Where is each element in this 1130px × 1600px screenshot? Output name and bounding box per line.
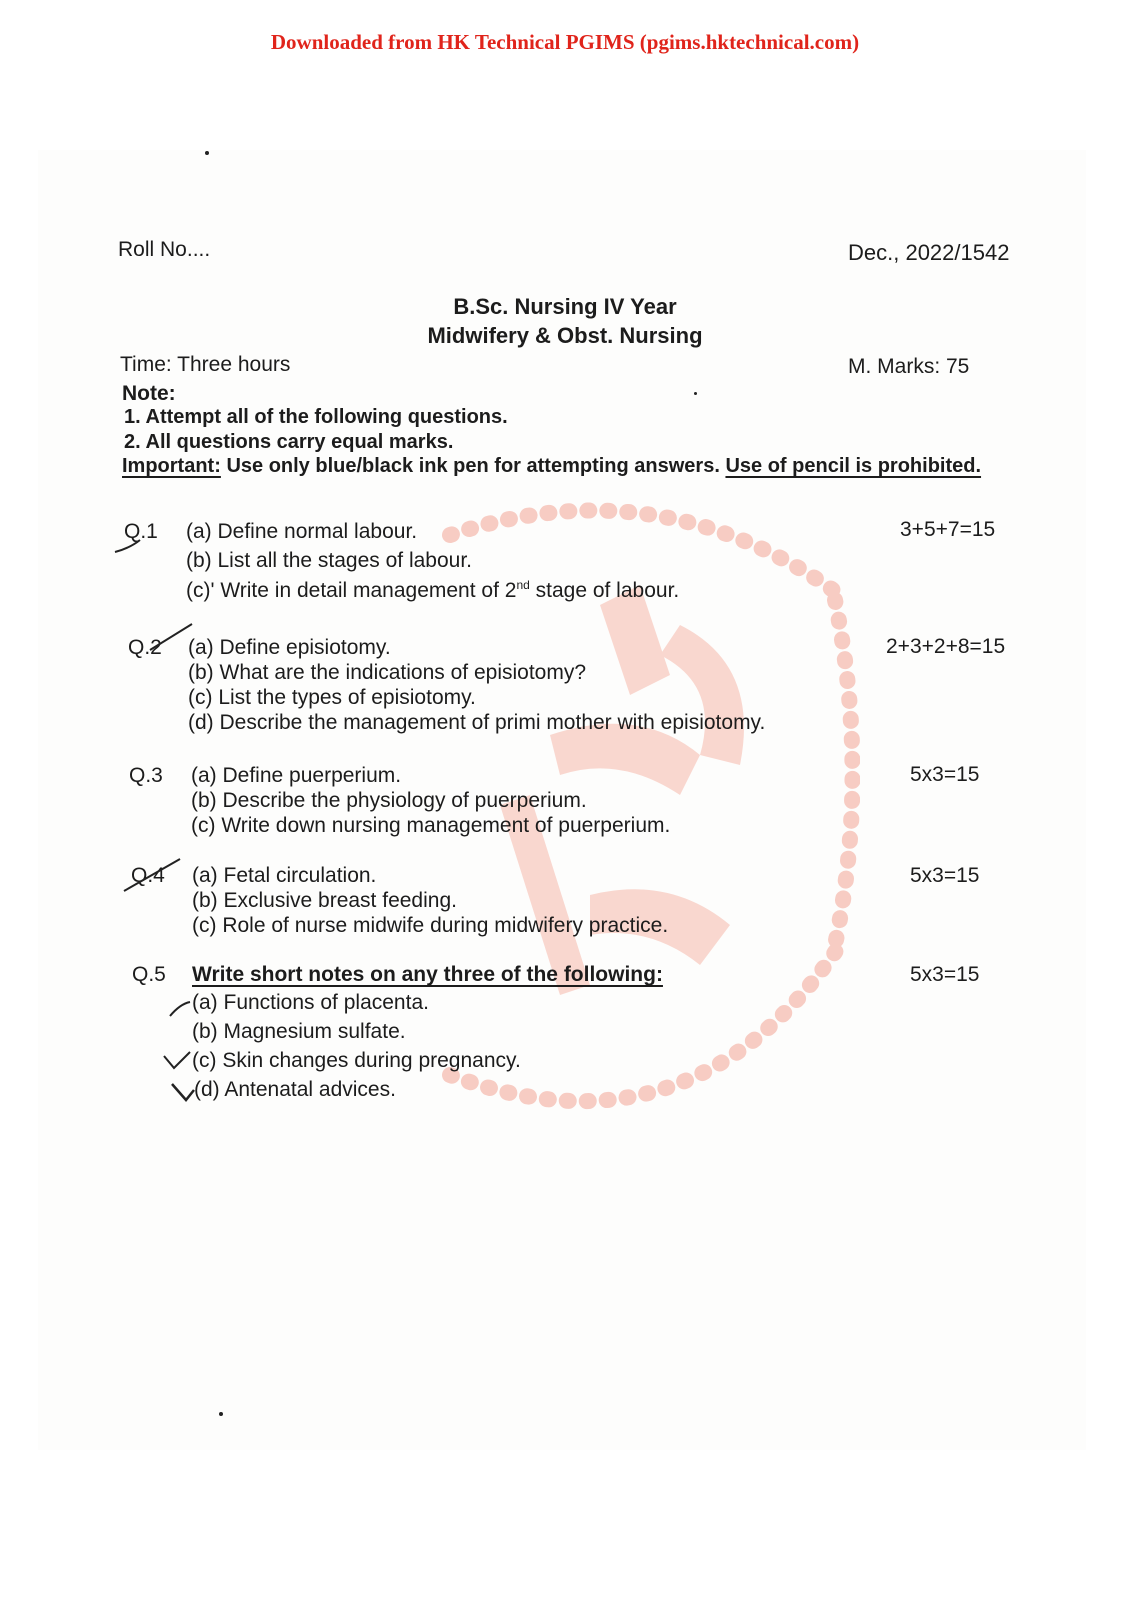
question-part: (a) Define episiotomy.: [188, 636, 391, 659]
question-part: (b) List all the stages of labour.: [186, 549, 472, 572]
question-marks: 5x3=15: [910, 963, 980, 986]
note-item: 1. Attempt all of the following questions.: [124, 406, 508, 428]
question-part: (c) Skin changes during pregnancy.: [192, 1049, 521, 1072]
short-notes-heading: Write short notes on any three of the following:: [192, 963, 663, 986]
exam-code: Dec., 2022/1542: [848, 240, 1010, 265]
pen-tick-mark: [168, 1080, 208, 1110]
question-number: Q.5: [132, 963, 166, 986]
ordinal-superscript: nd: [516, 578, 530, 592]
question-part: (c) List the types of episiotomy.: [188, 686, 476, 709]
question-number: Q.4: [131, 864, 165, 887]
question-part: (b) Exclusive breast feeding.: [192, 889, 457, 912]
scan-speck: [694, 392, 697, 395]
question-marks: 3+5+7=15: [900, 518, 996, 541]
pen-tick-mark: [120, 855, 190, 895]
time-label: Time: Three hours: [120, 353, 291, 376]
question-part: (b) What are the indications of episiotomy?: [188, 661, 587, 684]
question-part: (d) Antenatal advices.: [194, 1078, 396, 1101]
question-part: (b) Describe the physiology of puerperium.: [191, 789, 587, 812]
pen-tick-mark: [148, 620, 198, 660]
important-note: [122, 455, 981, 478]
question-part: (b) Magnesium sulfate.: [192, 1020, 406, 1043]
note-title: Note:: [122, 382, 176, 405]
question-marks: 5x3=15: [910, 864, 980, 887]
question-part: (a) Fetal circulation.: [192, 864, 377, 887]
scan-speck: [219, 1412, 223, 1416]
question-part-text: stage of labour.: [529, 579, 680, 602]
pen-tick-mark: [164, 996, 204, 1026]
question-part: (d) Describe the management of primi mother with episiotomy.: [188, 711, 766, 734]
question-number: Q.1: [124, 520, 158, 543]
important-label: Important:: [122, 455, 221, 477]
question-part: [186, 578, 679, 603]
question-marks: 5x3=15: [910, 763, 980, 786]
scan-speck: [205, 151, 209, 155]
question-part-text: (c)' Write in detail management of 2: [186, 579, 517, 602]
question-part: (c) Write down nursing management of puerperium.: [191, 814, 671, 837]
question-part: (a) Define puerperium.: [191, 764, 402, 787]
question-marks: 2+3+2+8=15: [886, 635, 1006, 658]
question-part: (c) Role of nurse midwife during midwifery practice.: [192, 914, 669, 937]
subject-title: Midwifery & Obst. Nursing: [427, 323, 703, 348]
question-number: Q.3: [129, 764, 163, 787]
pen-tick-mark: [160, 1048, 200, 1078]
roll-number-label: Roll No....: [118, 238, 211, 261]
note-item: 2. All questions carry equal marks.: [124, 431, 454, 453]
important-text: Use only blue/black ink pen for attempting answers.: [220, 455, 726, 477]
pencil-prohibited-text: Use of pencil is prohibited.: [725, 455, 982, 477]
download-banner: Downloaded from HK Technical PGIMS (pgims.hktechnical.com): [270, 30, 860, 54]
pen-tick-mark: [110, 528, 170, 558]
question-number: Q.2: [128, 636, 162, 659]
question-part: (a) Define normal labour.: [186, 520, 418, 543]
max-marks-label: M. Marks: 75: [848, 355, 970, 378]
question-part: (a) Functions of placenta.: [192, 991, 429, 1014]
course-title: B.Sc. Nursing IV Year: [453, 294, 677, 319]
